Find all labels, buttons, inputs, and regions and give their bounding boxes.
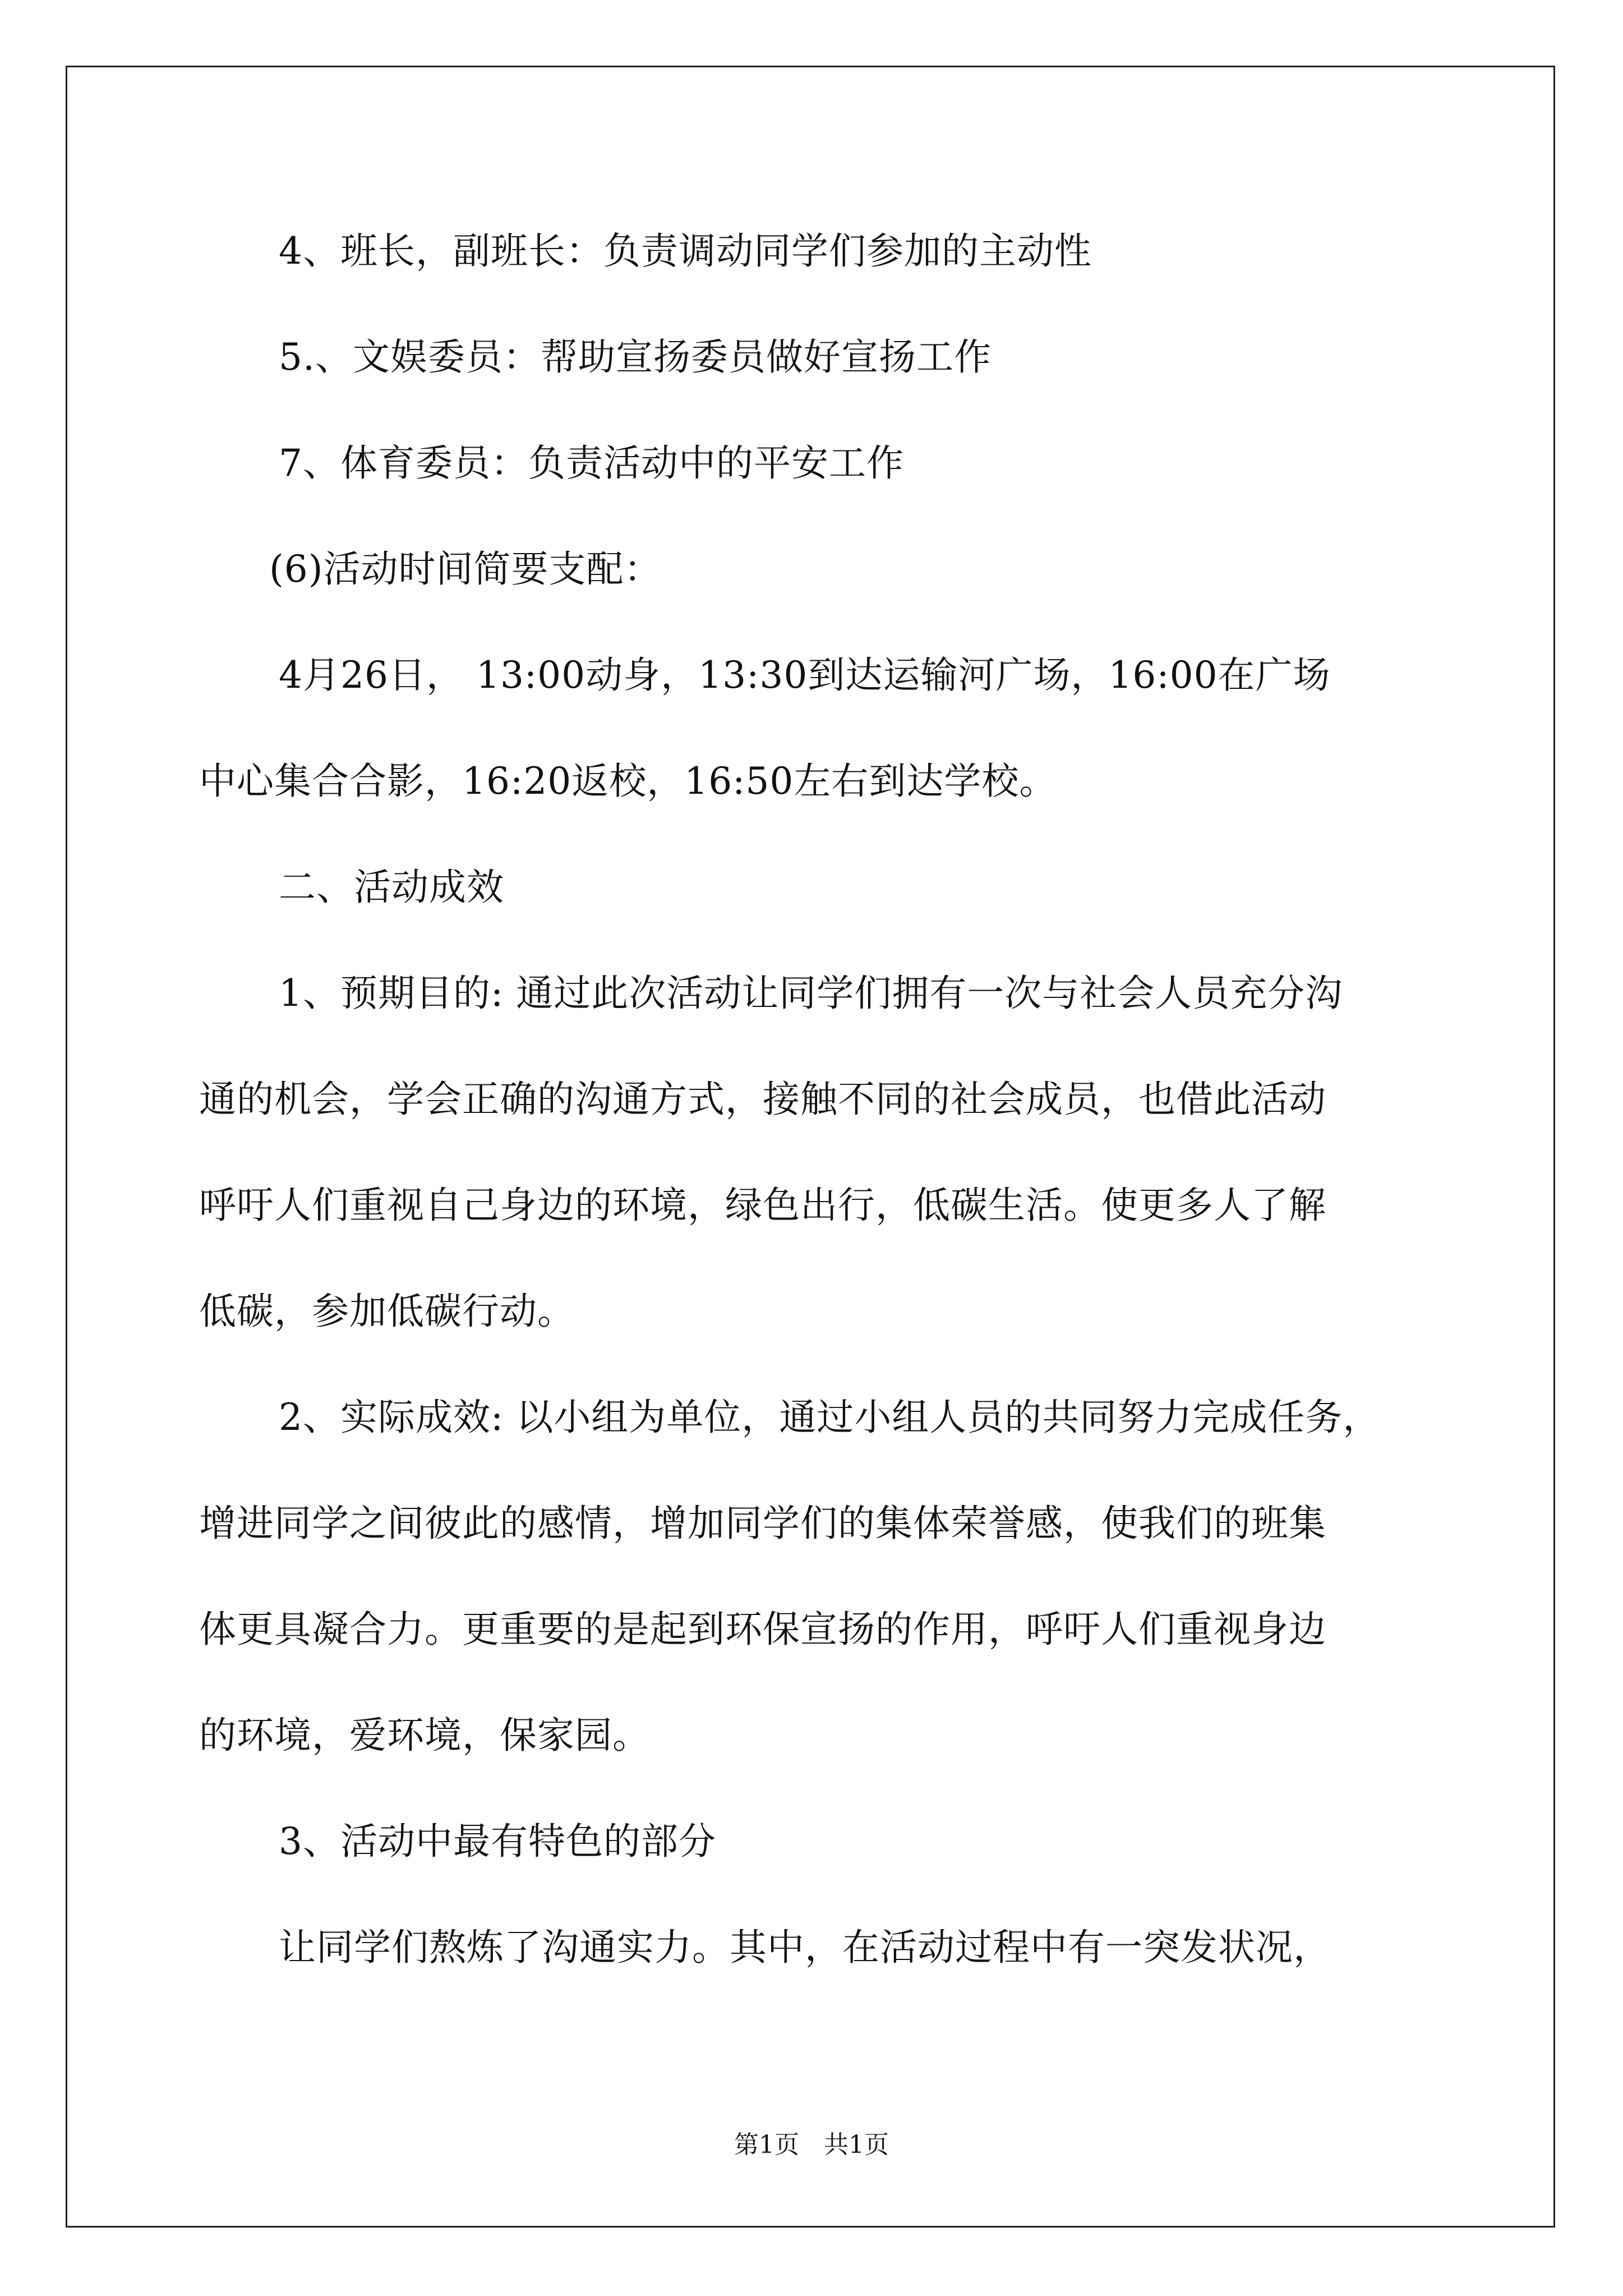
text-line-10: 呼吁人们重视自己身边的环境，绿色出行，低碳生活。使更多人了解 — [199, 1184, 1326, 1227]
text-line-13: 增进同学之间彼此的感情，增加同学们的集体荣誉感，使我们的班集 — [199, 1502, 1326, 1545]
page-border — [66, 66, 1555, 2228]
text-line-3: 7、体育委员：负责活动中的平安工作 — [279, 441, 904, 485]
text-line-9: 通的机会，学会正确的沟通方式，接触不同的社会成员，也借此活动 — [199, 1078, 1326, 1121]
text-line-5: 4月26日， 13:00动身，13:30到达运输河广场，16:00在广场 — [279, 654, 1331, 697]
text-line-8: 1、预期目的: 通过此次活动让同学们拥有一次与社会人员充分沟 — [279, 972, 1343, 1015]
text-line-2: 5.、文娱委员：帮助宣扬委员做好宣扬工作 — [279, 335, 992, 379]
section-heading: 二、活动成效 — [279, 866, 504, 909]
page-footer: 第1页 共1页 — [734, 2131, 889, 2159]
text-line-4: (6)活动时间简要支配： — [269, 547, 662, 591]
text-line-16: 3、活动中最有特色的部分 — [279, 1820, 716, 1863]
text-line-6: 中心集合合影，16:20返校，16:50左右到达学校。 — [199, 760, 1057, 803]
text-line-1: 4、班长，副班长：负责调动同学们参加的主动性 — [279, 229, 1092, 273]
text-line-14: 体更具凝合力。更重要的是起到环保宣扬的作用，呼吁人们重视身边 — [199, 1608, 1326, 1651]
text-line-15: 的环境，爱环境，保家园。 — [199, 1714, 650, 1757]
text-line-11: 低碳，参加低碳行动。 — [199, 1290, 575, 1333]
text-line-12: 2、实际成效: 以小组为单位，通过小组人员的共同努力完成任务， — [279, 1396, 1381, 1439]
text-line-17: 让同学们熬炼了沟通实力。其中，在活动过程中有一突发状况， — [279, 1926, 1331, 1969]
